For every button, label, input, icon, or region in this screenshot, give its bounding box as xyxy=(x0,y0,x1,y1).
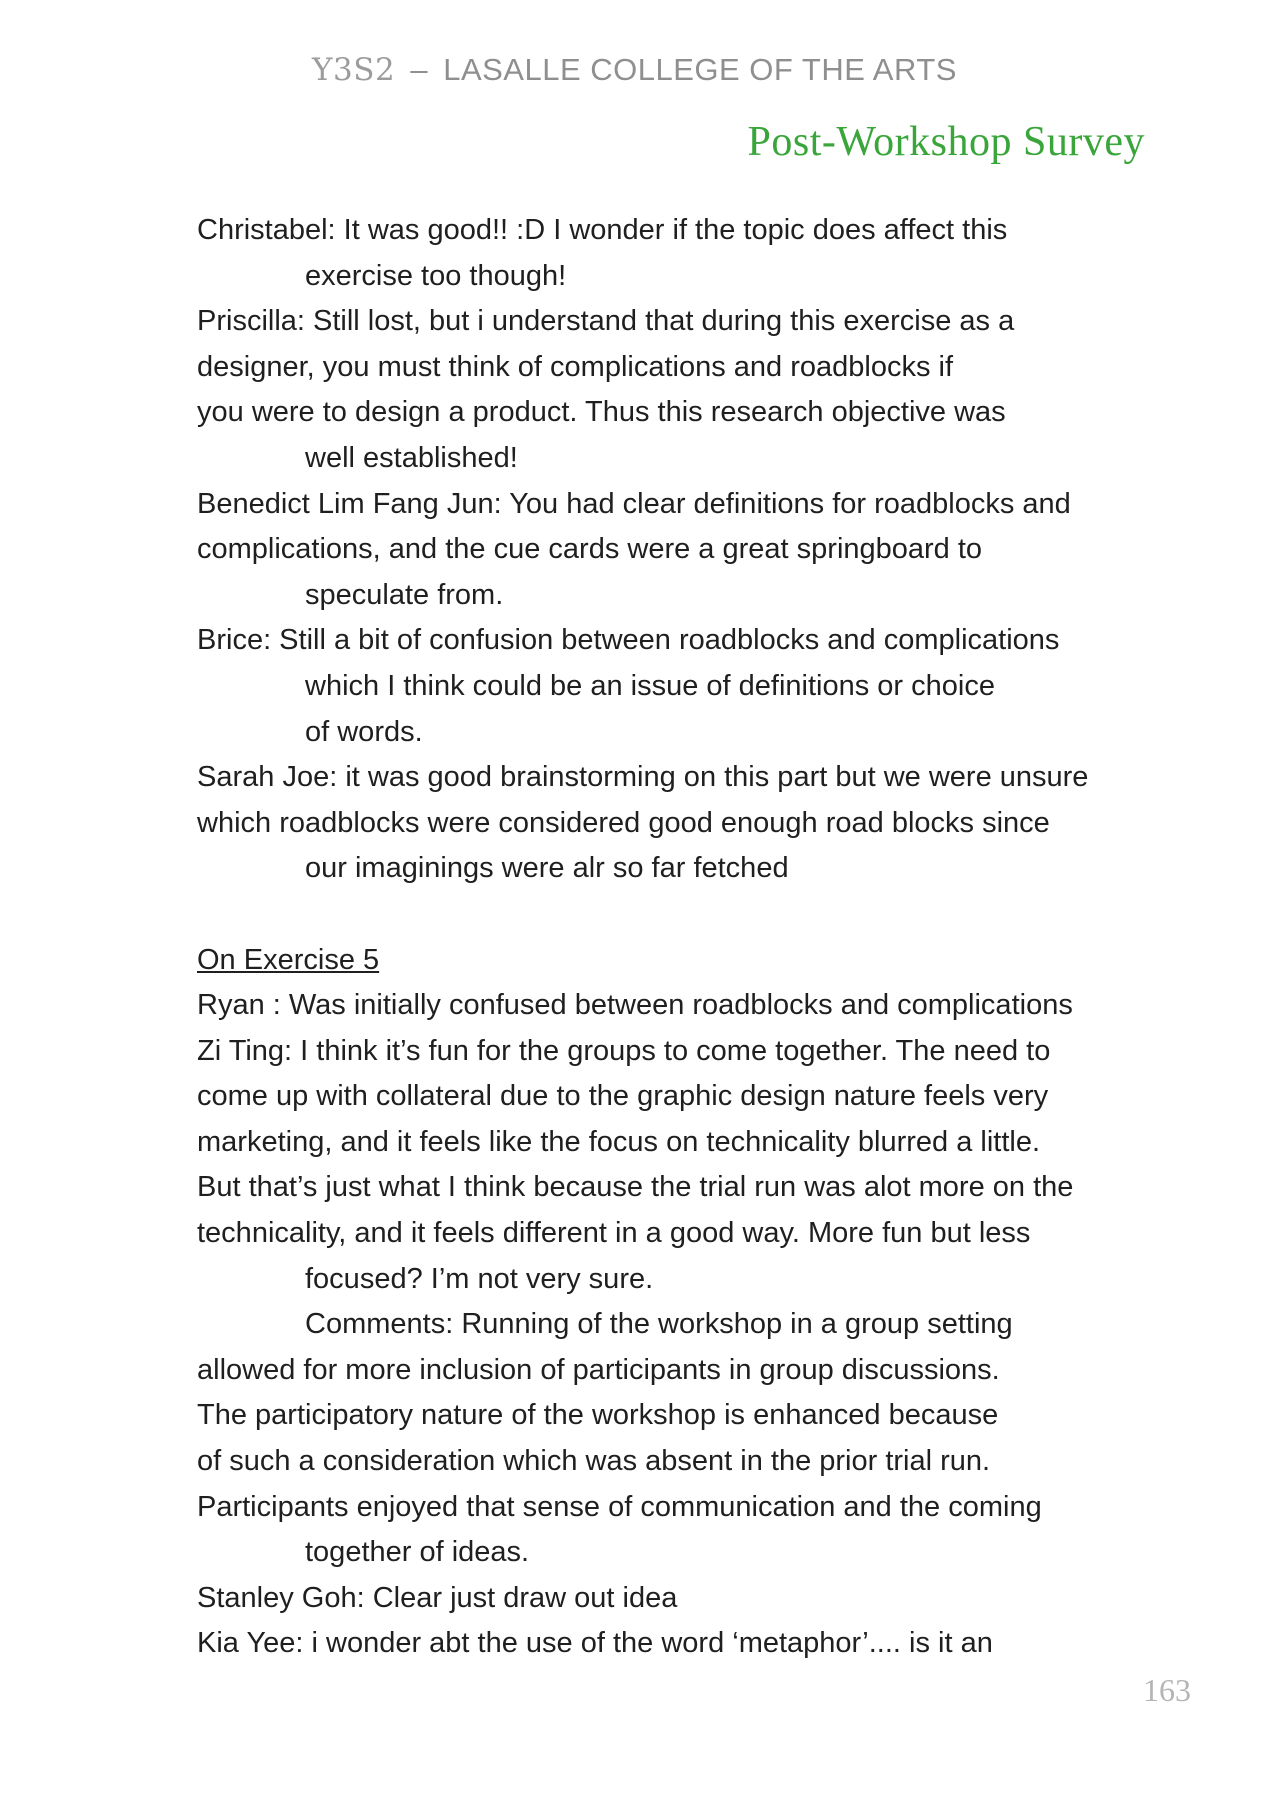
response-line: Benedict Lim Fang Jun: You had clear definitions for roadblocks and xyxy=(197,487,1071,520)
response-line: which roadblocks were considered good enough road blocks since xyxy=(197,806,1050,839)
running-header xyxy=(0,52,1269,88)
response-line: of words. xyxy=(305,715,423,748)
response-line: our imaginings were alr so far fetched xyxy=(305,852,789,885)
response-line: Sarah Joe: it was good brainstorming on this part but we were unsure xyxy=(197,761,1089,794)
response-line: you were to design a product. Thus this research objective was xyxy=(197,396,1006,429)
response-line: exercise too though! xyxy=(305,259,567,292)
response-line: Christabel: It was good!! :D I wonder if the topic does affect this xyxy=(197,214,1008,246)
response-line: Brice: Still a bit of confusion between roadblocks and complications xyxy=(197,624,1060,657)
response-line: Priscilla: Still lost, but i understand that during this exercise as a xyxy=(197,305,1015,338)
response-line: speculate from. xyxy=(305,578,504,611)
response-line: designer, you must think of complications and roadblocks if xyxy=(197,350,954,383)
response-line: The participatory nature of the workshop is enhanced because xyxy=(197,1399,999,1432)
response-line: technicality, and it feels different in a good way. More fun but less xyxy=(197,1217,1031,1250)
response-line: Kia Yee: i wonder abt the use of the word ‘metaphor’.... is it an xyxy=(197,1627,993,1660)
response-line: come up with collateral due to the graphic design nature feels very xyxy=(197,1080,1049,1113)
response-line: But that’s just what I think because the trial run was alot more on the xyxy=(197,1171,1074,1204)
section-title: Post-Workshop Survey xyxy=(747,119,1145,165)
response-line: marketing, and it feels like the focus on technicality blurred a little. xyxy=(197,1125,1041,1158)
page-number: 163 xyxy=(1143,1672,1191,1708)
response-line: focused? I’m not very sure. xyxy=(305,1262,654,1295)
exercise-heading xyxy=(197,938,1157,984)
response-line: together of ideas. xyxy=(305,1536,530,1569)
exercise-heading-text: On Exercise 5 xyxy=(197,943,380,976)
response-line: Ryan : Was initially confused between roadblocks and complications xyxy=(197,989,1073,1022)
response-line: Zi Ting: I think it’s fun for the groups to come together. The need to xyxy=(197,1034,1051,1067)
response-line: of such a consideration which was absent in the prior trial run. xyxy=(197,1445,991,1478)
survey-responses xyxy=(197,208,1157,1667)
response-line: complications, and the cue cards were a great springboard to xyxy=(197,533,983,566)
response-line: well established! xyxy=(305,441,518,474)
header-separator: – xyxy=(410,52,429,87)
blank-line xyxy=(197,892,1157,938)
response-line: Participants enjoyed that sense of communication and the coming xyxy=(197,1490,1042,1523)
response-line: which I think could be an issue of definitions or choice xyxy=(305,669,995,702)
institution-name: LASALLE COLLEGE OF THE ARTS xyxy=(443,52,957,87)
course-code: Y3S2 xyxy=(312,52,396,88)
response-line: allowed for more inclusion of participants in group discussions. xyxy=(197,1353,1000,1386)
response-line: Comments: Running of the workshop in a group setting xyxy=(305,1308,1013,1341)
response-line: Stanley Goh: Clear just draw out idea xyxy=(197,1581,678,1614)
